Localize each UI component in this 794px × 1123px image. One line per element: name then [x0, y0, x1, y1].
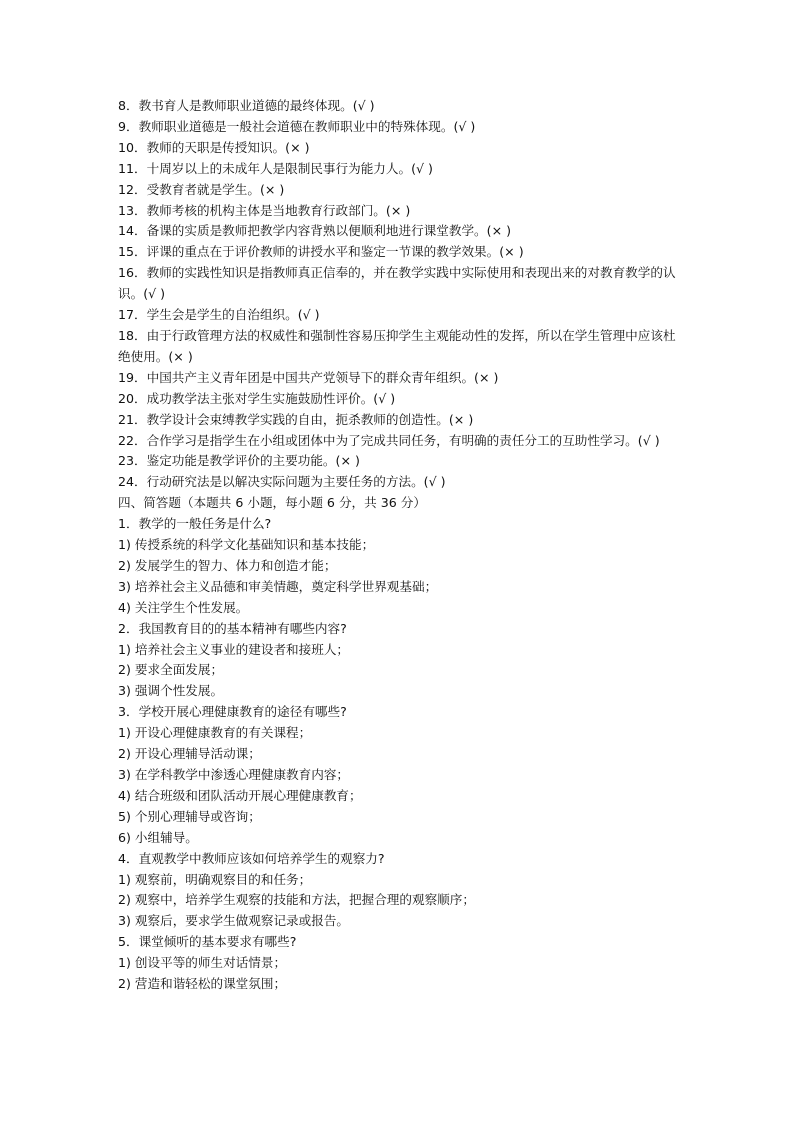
judgment-item: 15．评课的重点在于评价教师的讲授水平和鉴定一节课的教学效果。(× ): [118, 244, 524, 260]
answer-item: 2) 开设心理辅导活动课；: [118, 746, 261, 762]
answer-item: 4) 结合班级和团队活动开展心理健康教育；: [118, 787, 362, 803]
judgment-item: 22．合作学习是指学生在小组或团体中为了完成共同任务，有明确的责任分工的互助性学习。(√ ): [118, 432, 660, 448]
judgment-item: 13．教师考核的机构主体是当地教育行政部门。(× ): [118, 202, 411, 218]
question-title: 5．课堂倾听的基本要求有哪些?: [118, 934, 297, 950]
answer-item: 1) 开设心理健康教育的有关课程；: [118, 725, 312, 741]
answer-item: 3) 培养社会主义品德和审美情趣，奠定科学世界观基础；: [118, 578, 438, 594]
answer-item: 3) 强调个性发展。: [118, 683, 224, 699]
judgment-item: 21．教学设计会束缚教学实践的自由，扼杀教师的创造性。(× ): [118, 411, 474, 427]
answer-item: 5) 个别心理辅导或咨询；: [118, 808, 261, 824]
answer-item: 2) 要求全面发展；: [118, 662, 224, 678]
answer-item: 6) 小组辅导。: [118, 829, 198, 845]
judgment-item: 11．十周岁以上的未成年人是限制民事行为能力人。(√ ): [118, 160, 433, 176]
answer-item: 1) 观察前，明确观察目的和任务；: [118, 871, 312, 887]
section-heading: 四、简答题（本题共 6 小题，每小题 6 分，共 36 分）: [118, 495, 426, 511]
answer-item: 3) 在学科教学中渗透心理健康教育内容；: [118, 767, 350, 782]
answer-item: 1) 传授系统的科学文化基础知识和基本技能；: [118, 537, 375, 553]
judgment-item: 23．鉴定功能是教学评价的主要功能。(× ): [118, 453, 360, 469]
answer-item: 3) 观察后，要求学生做观察记录或报告。: [118, 913, 350, 929]
judgment-item: 9．教师职业道德是一般社会道德在教师职业中的特殊体现。(√ ): [118, 118, 476, 134]
judgment-item: 10．教师的天职是传授知识。(× ): [118, 139, 310, 155]
answer-item: 1) 培养社会主义事业的建设者和接班人；: [118, 641, 350, 657]
judgment-item: 20．成功教学法主张对学生实施鼓励性评价。(√ ): [118, 390, 396, 406]
judgment-item: 17．学生会是学生的自治组织。(√ ): [118, 307, 320, 323]
answer-item: 2) 营造和谐轻松的课堂氛围；: [118, 976, 287, 992]
answer-item: 2) 观察中，培养学生观察的技能和方法，把握合理的观察顺序；: [118, 892, 475, 908]
question-title: 4．直观教学中教师应该如何培养学生的观察力?: [118, 850, 385, 866]
judgment-item: 24．行动研究法是以解决实际问题为主要任务的方法。(√ ): [118, 474, 446, 490]
judgment-item: 16．教师的实践性知识是指教师真正信奉的，并在教学实践中实际使用和表现出来的对教育教学的认识。(√ ): [118, 265, 676, 302]
document-page: [118, 96, 678, 995]
answer-item: 4) 关注学生个性发展。: [118, 599, 249, 615]
answer-item: 1) 创设平等的师生对话情景；: [118, 955, 287, 971]
judgment-item: 18．由于行政管理方法的权威性和强制性容易压抑学生主观能动性的发挥，所以在学生管理中应该杜绝使用。(× ): [118, 327, 676, 364]
judgment-item: 8．教书育人是教师职业道德的最终体现。(√ ): [118, 98, 375, 113]
question-title: 1．教学的一般任务是什么?: [118, 516, 272, 532]
judgment-item: 19．中国共产主义青年团是中国共产党领导下的群众青年组织。(× ): [118, 369, 499, 385]
question-title: 3．学校开展心理健康教育的途径有哪些?: [118, 704, 347, 720]
answer-item: 2) 发展学生的智力、体力和创造才能；: [118, 557, 337, 573]
question-title: 2．我国教育目的的基本精神有哪些内容?: [118, 620, 347, 636]
judgment-item: 12．受教育者就是学生。(× ): [118, 181, 285, 197]
judgment-item: 14．备课的实质是教师把教学内容背熟以便顺利地进行课堂教学。(× ): [118, 223, 512, 239]
